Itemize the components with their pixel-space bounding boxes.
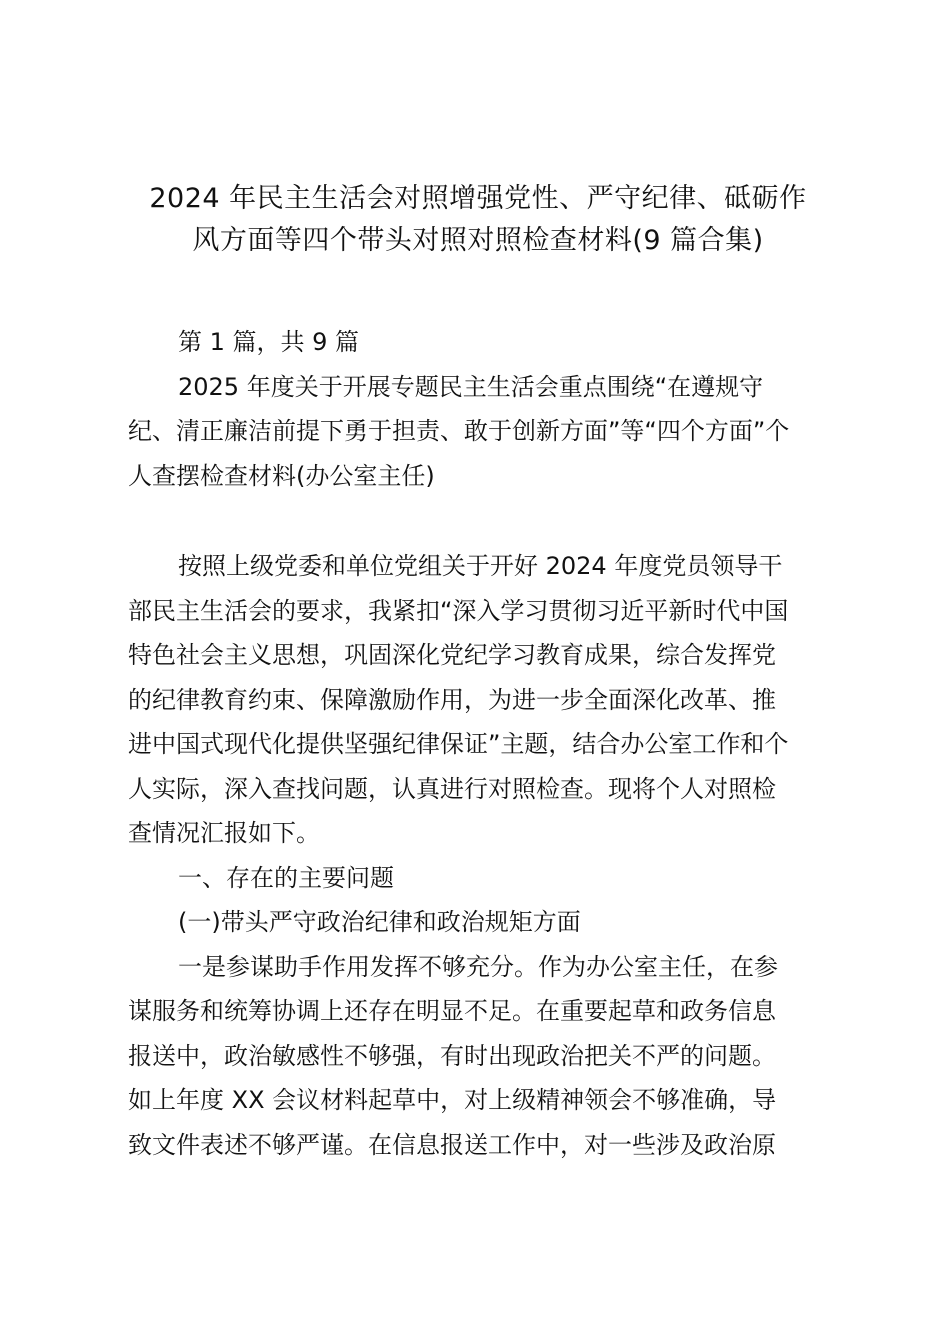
paragraph-line-5: 致文件表述不够严谨。在信息报送工作中，对一些涉及政治原 bbox=[128, 1130, 776, 1159]
section-heading: 一、存在的主要问题 bbox=[178, 863, 394, 892]
intro-line-7: 查情况汇报如下。 bbox=[128, 819, 320, 847]
paragraph-line-2: 谋服务和统筹协调上还存在明显不足。在重要起草和政务信息 bbox=[128, 997, 776, 1025]
subtitle-line-2: 纪、清正廉洁前提下勇于担责、敢于创新方面”等“四个方面”个 bbox=[128, 417, 790, 445]
title-line-1: 2024 年民主生活会对照增强党性、严守纪律、砥砺作 bbox=[149, 183, 807, 214]
intro-line-1: 按照上级党委和单位党组关于开好 2024 年度党员领导干 bbox=[178, 552, 783, 580]
intro-line-3: 特色社会主义思想，巩固深化党纪学习教育成果，综合发挥党 bbox=[128, 641, 776, 669]
title-line-2: 风方面等四个带头对照对照检查材料(9 篇合集) bbox=[192, 225, 764, 256]
document-title bbox=[128, 178, 828, 262]
document-body bbox=[128, 544, 828, 1167]
subtitle-line-3: 人查摆检查材料(办公室主任) bbox=[128, 461, 435, 490]
paragraph-line-1: 一是参谋助手作用发挥不够充分。作为办公室主任，在参 bbox=[178, 952, 778, 981]
paragraph-line-3: 报送中，政治敏感性不够强，有时出现政治把关不严的问题。 bbox=[128, 1041, 776, 1070]
document-header-block bbox=[128, 320, 828, 498]
intro-line-6: 人实际，深入查找问题，认真进行对照检查。现将个人对照检 bbox=[128, 774, 776, 803]
intro-line-4: 的纪律教育约束、保障激励作用，为进一步全面深化改革、推 bbox=[128, 685, 776, 714]
intro-line-5: 进中国式现代化提供坚强纪律保证”主题，结合办公室工作和个 bbox=[128, 730, 789, 758]
paragraph-line-4: 如上年度 XX 会议材料起草中，对上级精神领会不够准确，导 bbox=[128, 1086, 777, 1114]
subsection-heading: (一)带头严守政治纪律和政治规矩方面 bbox=[178, 908, 581, 936]
intro-line-2: 部民主生活会的要求，我紧扣“深入学习贯彻习近平新时代中国 bbox=[128, 596, 789, 625]
part-label: 第 1 篇，共 9 篇 bbox=[178, 328, 360, 356]
subtitle-line-1: 2025 年度关于开展专题民主生活会重点围绕“在遵规守 bbox=[178, 372, 764, 401]
